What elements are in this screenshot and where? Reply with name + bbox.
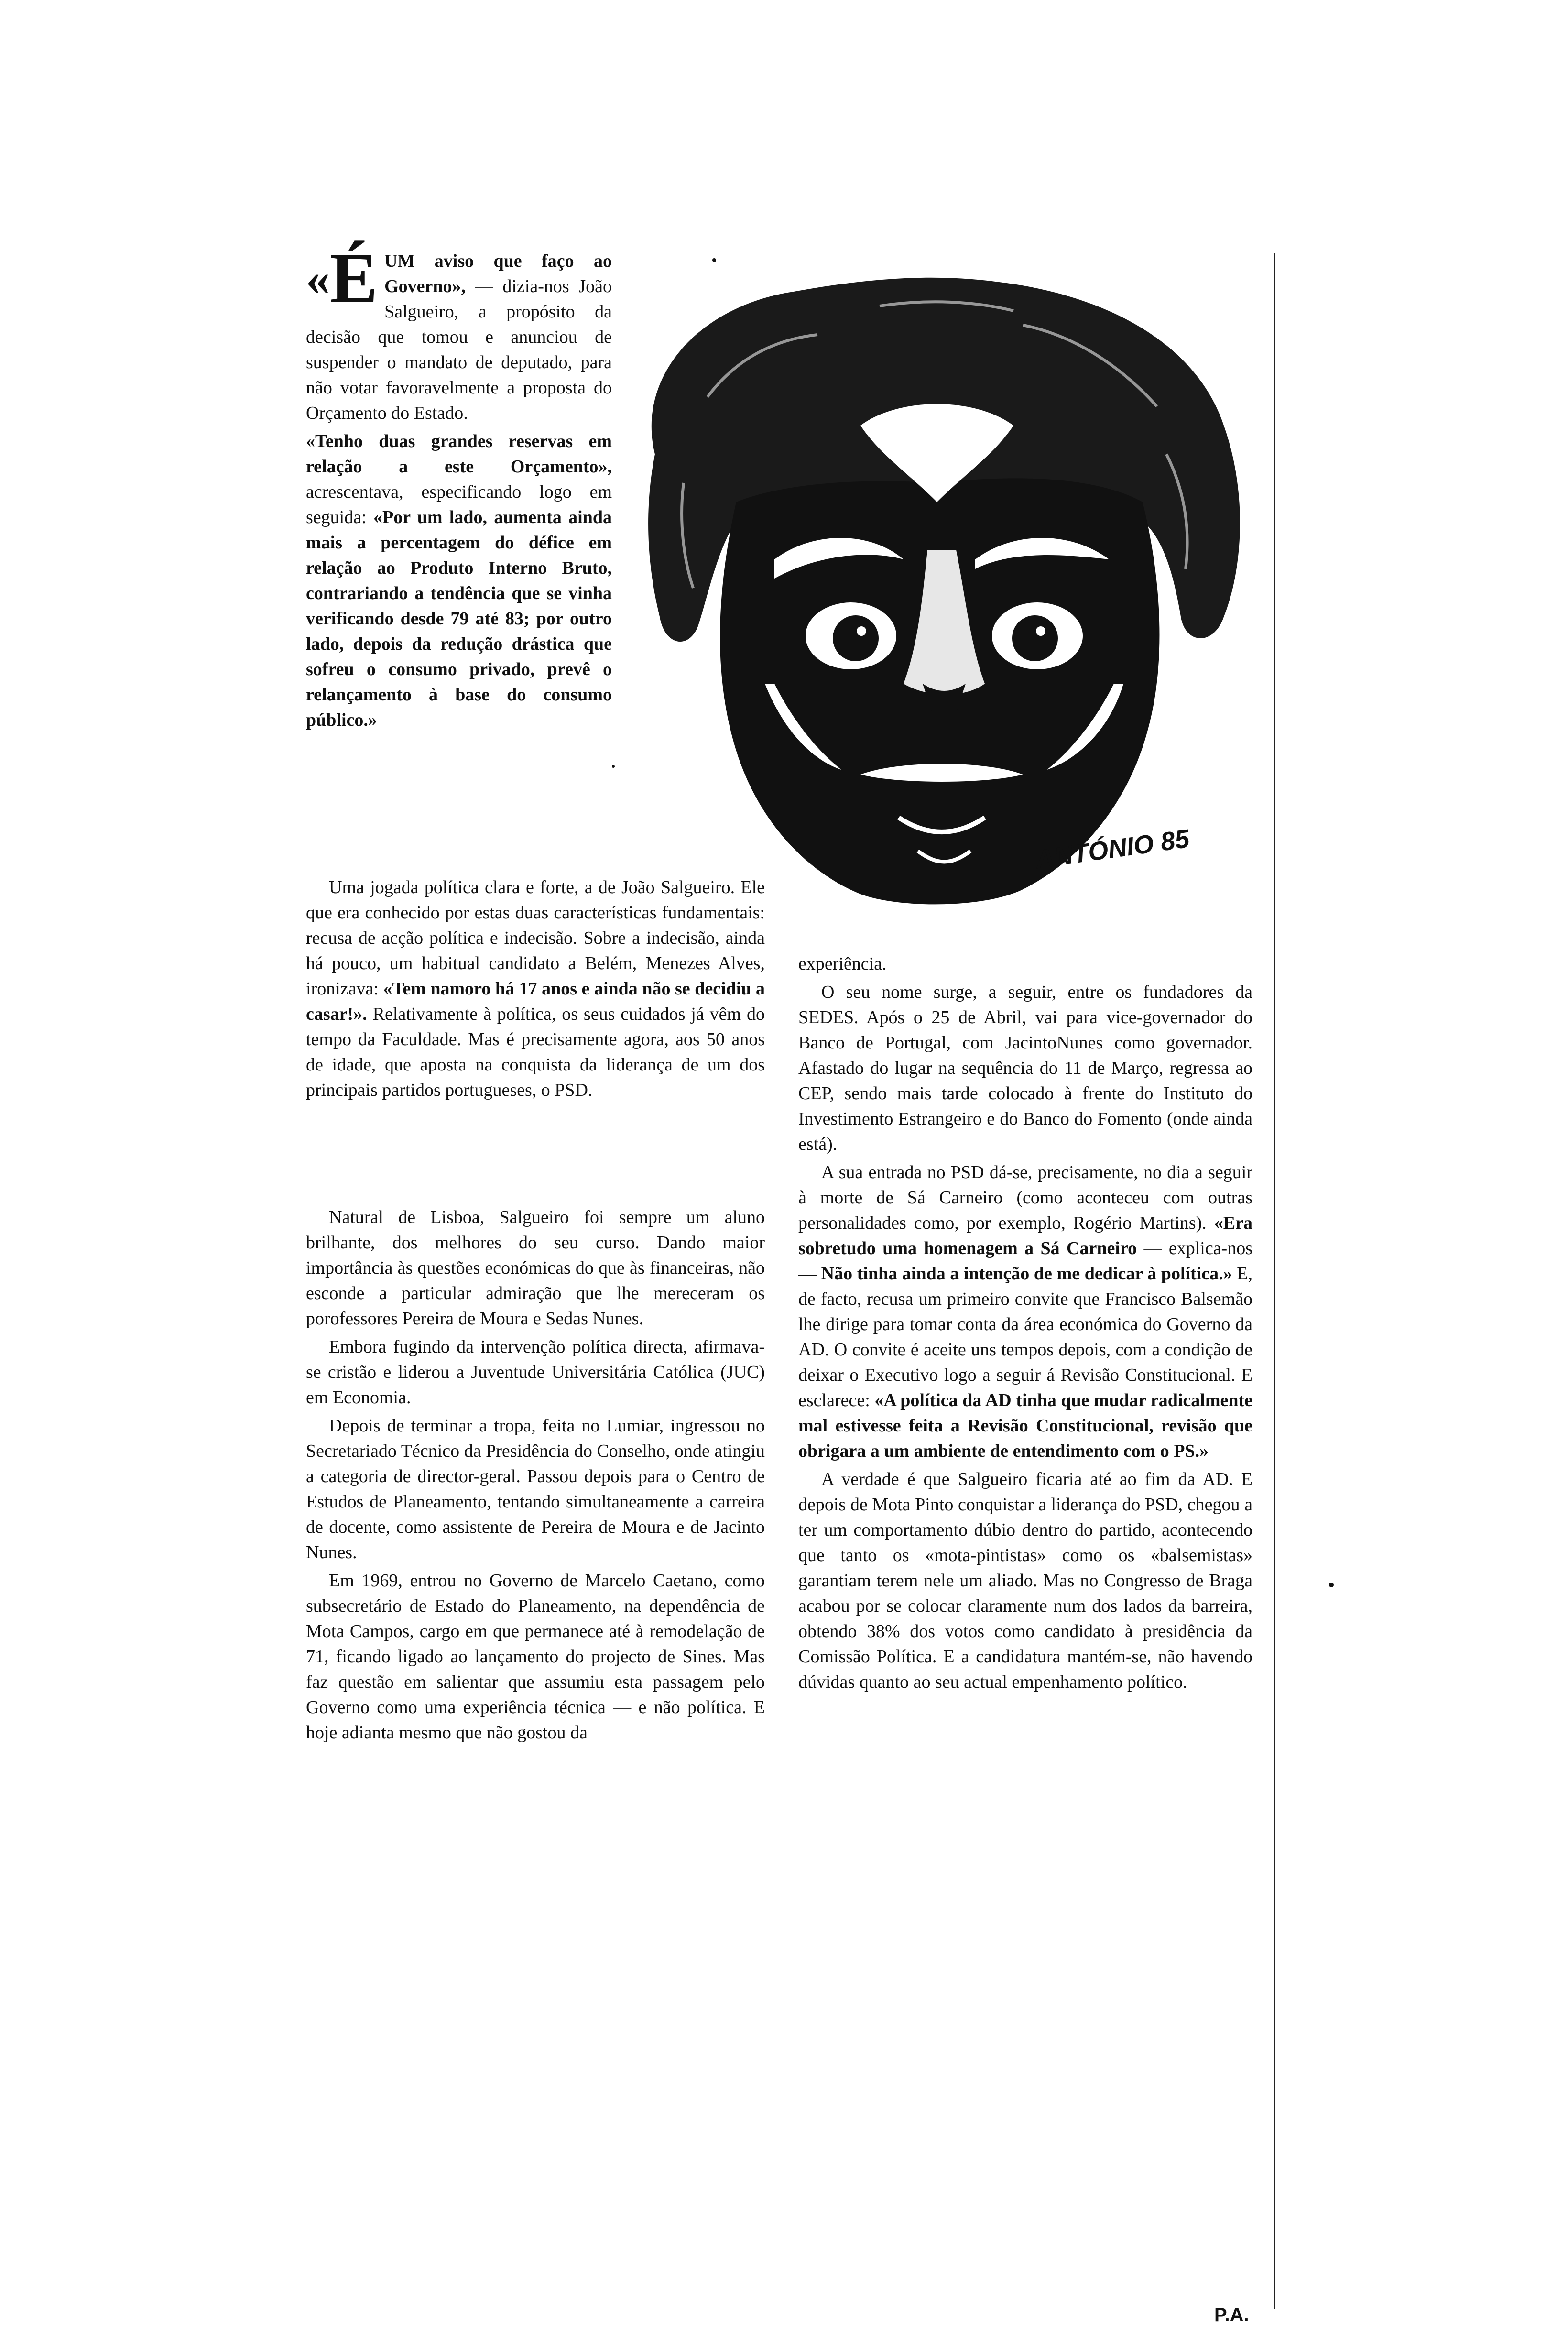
scan-speck [712, 258, 716, 262]
intro-paragraph [306, 239, 612, 426]
right-p2-mid: — explica-nos — [798, 1238, 1252, 1284]
scan-speck [1329, 1583, 1334, 1587]
jogada-block [306, 875, 765, 1106]
intro-lead: UM aviso que faço ao Governo», [384, 251, 612, 296]
right-column [798, 951, 1252, 1698]
intro-text-1: — dizia-nos João Salgueiro, a propósito da decisão que tomou e anunciou de suspender o mandato de deputado, para não votar favoravelmente a proposta do Orçamento do Estado. [306, 276, 612, 423]
intro-block [306, 239, 612, 736]
intro-quote-2: «Por um lado, aumenta ainda mais a percentagem do défice em relação ao Produto Interno Bruto, contrariando a tendência que se vinha verificando desde 79 até 83; por outro lado, depois da redução drástica que sofreu o consumo privado, prevê o relançamento à base do consumo público.» [306, 507, 612, 730]
jogada-quote: «Tem namoro há 17 anos e ainda não se decidiu a casar!». [306, 979, 765, 1024]
intro-quote-1: «Tenho duas grandes reservas em relação a este Orçamento», [306, 431, 612, 477]
author-signature: P.A. [1214, 2304, 1249, 2326]
right-paragraph-2 [798, 1160, 1252, 1464]
left-paragraph-1: Natural de Lisboa, Salgueiro foi sempre um aluno brilhante, dos melhores do seu curso. Dando maior importância às questões económicas do que às financeiras, não esconde a particular admiração que lhe mereceram os porofessores Pereira de Moura e Sedas Nunes. [306, 1207, 765, 1329]
artist-signature: ANTÓNIO 85 [1034, 824, 1191, 874]
opening-quote-mark: « [306, 252, 330, 305]
left-paragraph-4: Em 1969, entrou no Governo de Marcelo Caetano, como subsecretário de Estado do Planeamento, na dependência de Mota Campos, cargo em que permanece até à remodelação de 71, ficando ligado ao lançamento do projecto de Sines. Mas faz questão em salientar que assumiu esta passagem pelo Governo como uma experiência técnica — e não política. E hoje adianta mesmo que não gostou da [306, 1571, 765, 1743]
right-paragraph-0: experiência. [798, 954, 887, 974]
right-p2-quote-3: «A política da AD tinha que mudar radicalmente mal estivesse feita a Revisão Constitucional, revisão que obrigara a um ambiente de entendimento com o PS.» [798, 1390, 1252, 1461]
right-p2-quote-1: «Era sobretudo uma homenagem a Sá Carneiro [798, 1213, 1252, 1258]
jogada-paragraph [306, 875, 765, 1103]
right-p2-c: E, de facto, recusa um primeiro convite que Francisco Balsemão lhe dirige para tomar conta da área económica do Governo da AD. O convite é aceite uns tempos depois, com a condição de deixar o Executivo logo a seguir á Revisão Constitucional. E esclarece: [798, 1264, 1253, 1410]
left-paragraph-3: Depois de terminar a tropa, feita no Lumiar, ingressou no Secretariado Técnico da Presidência do Conselho, onde atingiu a categoria de director-geral. Passou depois para o Centro de Estudos de Planeamento, tentando simultaneamente a carreira de docente, como assistente de Pereira de Moura e de Jacinto Nunes. [306, 1416, 765, 1562]
right-p2-a: A sua entrada no PSD dá-se, precisamente, no dia a seguir à morte de Sá Carneiro (como aconteceu com outras personalidades como, por exemplo, Rogério Martins). [798, 1162, 1252, 1233]
right-p2-quote-2: Não tinha ainda a intenção de me dedicar à política.» [821, 1264, 1232, 1284]
right-paragraph-3: A verdade é que Salgueiro ficaria até ao fim da AD. E depois de Mota Pinto conquistar a liderança do PSD, chegou a ter um comportamento dúbio dentro do partido, acontecendo que tanto os «mota-pintistas» como os «balsemistas» garantiam terem nele um aliado. Mas no Congresso de Braga acabou por se colocar claramente num dos lados da barreira, obtendo 38% dos votos como candidato à presidência da Comissão Política. E a candidatura mantém-se, não havendo dúvidas quanto ao seu actual empenhamento político. [798, 1469, 1252, 1692]
right-vertical-rule [1274, 253, 1275, 2309]
left-paragraph-2: Embora fugindo da intervenção política directa, afirmava-se cristão e liderou a Juventude Universitária Católica (JUC) em Economia. [306, 1337, 765, 1408]
drop-cap: É [330, 239, 378, 318]
intro-paragraph-2 [306, 429, 612, 733]
jogada-text: Uma jogada política clara e forte, a de João Salgueiro. Ele que era conhecido por estas duas características fundamentais: recusa de acção política e indecisão. Sobre a indecisão, ainda há pouco, um habitual candidato a Belém, Menezes Alves, ironizava: [306, 877, 765, 999]
right-paragraph-1: O seu nome surge, a seguir, entre os fundadores da SEDES. Após o 25 de Abril, vai para vice-governador do Banco de Portugal, com JacintoNunes como governador. Afastado do lugar na sequência do 11 de Março, regressa ao CEP, sendo mais tarde colocado à frente do Instituto do Investimento Estrangeiro e do Banco do Fomento (onde ainda está). [798, 982, 1252, 1154]
left-column [306, 1205, 765, 1748]
jogada-text-2: Relativamente à política, os seus cuidados já vêm do tempo da Faculdade. Mas é precisamente agora, aos 50 anos de idade, que aposta na conquista da liderança de um dos principais partidos portugueses, o PSD. [306, 1004, 765, 1100]
scan-speck [612, 765, 615, 768]
intro-text-2: acrescentava, especificando logo em seguida: [306, 482, 612, 527]
